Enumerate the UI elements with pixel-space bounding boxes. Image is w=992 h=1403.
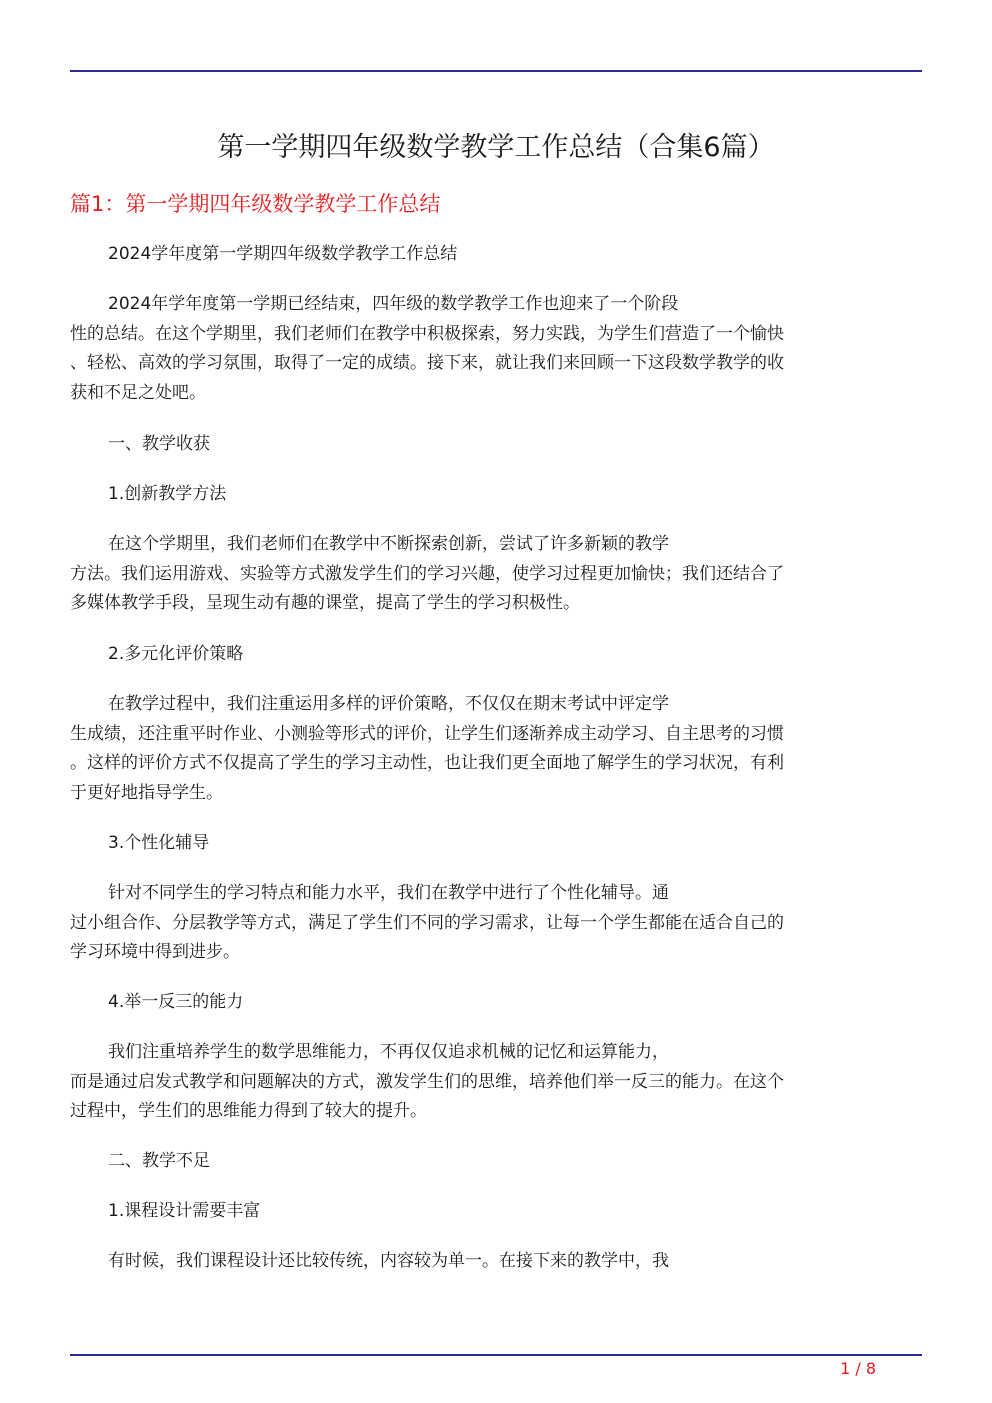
text-line: 。这样的评价方式不仅提高了学生的学习主动性，也让我们更全面地了解学生的学习状况，有利 [70, 753, 784, 773]
text-line: 3.个性化辅导 [108, 833, 210, 853]
heading-inference [70, 988, 912, 1018]
text-line: 针对不同学生的学习特点和能力水平，我们在教学中进行了个性化辅导。通 [108, 883, 669, 903]
text-line: 学习环境中得到进步。 [70, 942, 240, 962]
text-line: 、轻松、高效的学习氛围，取得了一定的成绩。接下来，就让我们来回顾一下这段数学教学的收 [70, 353, 784, 373]
text-line: 过程中，学生们的思维能力得到了较大的提升。 [70, 1101, 427, 1121]
document-title: 第一学期四年级数学教学工作总结（合集6篇） [217, 132, 775, 163]
text-line: 在教学过程中，我们注重运用多样的评价策略，不仅仅在期末考试中评定学 [108, 694, 669, 714]
text-line: 一、教学收获 [108, 434, 210, 454]
paragraph-evaluation [70, 690, 912, 808]
text-line: 有时候，我们课程设计还比较传统，内容较为单一。在接下来的教学中，我 [108, 1251, 669, 1271]
paragraph-inference [70, 1038, 912, 1127]
paragraph-innovative-methods [70, 530, 912, 619]
text-line: 生成绩，还注重平时作业、小测验等形式的评价，让学生们逐渐养成主动学习、自主思考的习惯 [70, 723, 784, 744]
paragraph-intro [70, 290, 912, 408]
text-line: 2024年学年度第一学期已经结束，四年级的数学教学工作也迎来了一个阶段 [108, 294, 679, 314]
text-line: 1.课程设计需要丰富 [108, 1201, 261, 1221]
header-rule [70, 70, 922, 72]
footer-rule [70, 1354, 922, 1356]
heading-innovative-methods [70, 480, 912, 510]
text-line: 2024学年度第一学期四年级数学教学工作总结 [108, 244, 458, 264]
page-number: 1 / 8 [840, 1359, 876, 1378]
heading-course-design [70, 1197, 912, 1227]
text-line: 过小组合作、分层教学等方式，满足了学生们不同的学习需求，让每一个学生都能在适合自己的 [70, 912, 784, 933]
heading-personalized-tutoring [70, 829, 912, 859]
text-line: 多媒体教学手段，呈现生动有趣的课堂，提高了学生的学习积极性。 [70, 593, 580, 613]
text-line: 我们注重培养学生的数学思维能力，不再仅仅追求机械的记忆和运算能力， [108, 1042, 669, 1062]
text-line: 2.多元化评价策略 [108, 644, 244, 664]
text-line: 1.创新教学方法 [108, 484, 227, 504]
text-line: 获和不足之处吧。 [70, 382, 206, 403]
text-line: 4.举一反三的能力 [108, 992, 244, 1012]
text-line: 在这个学期里，我们老师们在教学中不断探索创新，尝试了许多新颖的教学 [108, 534, 669, 554]
heading-teaching-shortcomings [70, 1147, 912, 1177]
text-line: 方法。我们运用游戏、实验等方式激发学生们的学习兴趣，使学习过程更加愉快；我们还结合了 [70, 563, 784, 584]
paragraph-personalized-tutoring [70, 879, 912, 968]
text-line: 而是通过启发式教学和问题解决的方式，激发学生们的思维，培养他们举一反三的能力。在这个 [70, 1071, 784, 1092]
heading-teaching-gains [70, 430, 912, 460]
text-line: 于更好地指导学生。 [70, 782, 223, 803]
paragraph-course-design [70, 1247, 912, 1277]
text-line: 性的总结。在这个学期里，我们老师们在教学中积极探索，努力实践，为学生们营造了一个愉快 [70, 323, 784, 344]
heading-evaluation [70, 640, 912, 670]
section-title: 篇1：第一学期四年级数学教学工作总结 [70, 192, 441, 216]
paragraph-subtitle [70, 240, 912, 270]
text-line: 二、教学不足 [108, 1151, 210, 1171]
